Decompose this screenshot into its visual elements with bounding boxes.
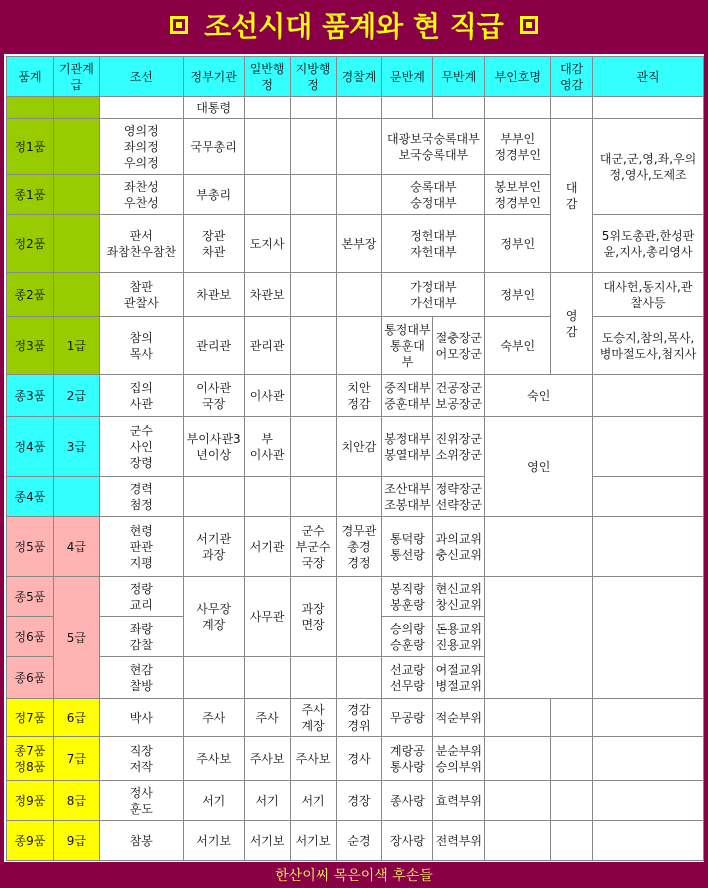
gov-cell: 국무총리 — [183, 119, 244, 175]
post-cell — [593, 517, 704, 577]
wife-cell: 정부인 — [485, 273, 551, 317]
level-cell: 1급 — [53, 317, 99, 375]
gov-cell: 관리관 — [183, 317, 244, 375]
gov-cell: 주사 — [183, 699, 244, 737]
military-cell — [433, 97, 485, 119]
local-cell: 서기 — [290, 781, 336, 821]
footer-caption: 한산이씨 목은이색 후손들 — [275, 868, 433, 884]
civil-cell: 선교랑 선무랑 — [382, 657, 433, 699]
civil-cell: 장사랑 — [382, 821, 433, 861]
military-cell: 돈용교위 진용교위 — [433, 617, 485, 657]
local-cell — [290, 375, 336, 417]
civil-cell: 계랑공 통사랑 — [382, 737, 433, 781]
admin-cell — [244, 97, 290, 119]
header-cell: 관직 — [593, 57, 704, 97]
rank-cell: 정3품 — [7, 317, 54, 375]
wife-cell — [485, 577, 593, 699]
daegam-cell — [551, 821, 593, 861]
level-cell — [53, 273, 99, 317]
level-cell — [53, 175, 99, 215]
rank-cell: 종2품 — [7, 273, 54, 317]
admin-cell: 부 이사관 — [244, 417, 290, 477]
rank-cell: 정2품 — [7, 215, 54, 273]
civil-cell: 중직대부 중훈대부 — [382, 375, 433, 417]
header-cell: 경찰계 — [336, 57, 382, 97]
police-cell: 치안 정감 — [336, 375, 382, 417]
civil-cell: 통덕랑 통선랑 — [382, 517, 433, 577]
local-cell — [290, 119, 336, 175]
joseon-cell: 현감 찰방 — [99, 657, 183, 699]
daegam-cell — [551, 781, 593, 821]
gov-cell: 대통령 — [183, 97, 244, 119]
wife-cell — [485, 97, 551, 119]
rank-cell: 정6품 — [7, 617, 54, 657]
local-cell — [290, 657, 336, 699]
rank-cell: 정1품 — [7, 119, 54, 175]
table-row — [7, 417, 704, 477]
police-cell: 경무관 총경 경정 — [336, 517, 382, 577]
local-cell — [290, 175, 336, 215]
admin-cell: 관리관 — [244, 317, 290, 375]
rank-cell: 종1품 — [7, 175, 54, 215]
admin-cell: 이사관 — [244, 375, 290, 417]
rank-cell: 정7품 — [7, 699, 54, 737]
joseon-cell: 참판 관찰사 — [99, 273, 183, 317]
military-cell: 진위장군 소위장군 — [433, 417, 485, 477]
police-cell: 순경 — [336, 821, 382, 861]
rank-cell: 종7품 정8품 — [7, 737, 54, 781]
wife-cell: 숙인 — [485, 375, 593, 417]
gov-cell: 장관 차관 — [183, 215, 244, 273]
admin-cell — [244, 119, 290, 175]
admin-cell: 주사 — [244, 699, 290, 737]
joseon-cell: 참의 목사 — [99, 317, 183, 375]
wife-cell: 봉보부인 정경부인 — [485, 175, 551, 215]
local-cell — [290, 97, 336, 119]
military-cell: 적순부위 — [433, 699, 485, 737]
local-cell — [290, 477, 336, 517]
header-cell: 기관계 급 — [53, 57, 99, 97]
header-cell: 품계 — [7, 57, 54, 97]
local-cell: 주사보 — [290, 737, 336, 781]
local-cell: 군수 부군수 국장 — [290, 517, 336, 577]
rank-cell: 정9품 — [7, 781, 54, 821]
civil-cell — [382, 97, 433, 119]
gov-cell: 서기 — [183, 781, 244, 821]
admin-cell — [244, 175, 290, 215]
gov-cell: 부총리 — [183, 175, 244, 215]
police-cell — [336, 97, 382, 119]
table-panel — [4, 54, 704, 862]
rank-table — [6, 56, 704, 861]
post-cell — [593, 375, 704, 417]
civil-cell: 봉정대부 봉열대부 — [382, 417, 433, 477]
military-cell: 여절교위 병절교위 — [433, 657, 485, 699]
police-cell — [336, 119, 382, 175]
post-cell: 대군,군,영,좌,우의 정,영사,도제조 — [593, 119, 704, 215]
admin-cell: 도지사 — [244, 215, 290, 273]
level-cell: 3급 — [53, 417, 99, 477]
gov-cell: 차관보 — [183, 273, 244, 317]
civil-cell: 정헌대부 자헌대부 — [382, 215, 485, 273]
wife-cell: 숙부인 — [485, 317, 551, 375]
military-cell: 절충장군 어모장군 — [433, 317, 485, 375]
military-cell: 전력부위 — [433, 821, 485, 861]
joseon-cell: 영의정 좌의정 우의정 — [99, 119, 183, 175]
table-row — [7, 517, 704, 577]
military-cell: 건공장군 보공장군 — [433, 375, 485, 417]
square-icon — [170, 16, 188, 34]
civil-cell: 대광보국숭록대부 보국숭록대부 — [382, 119, 485, 175]
rank-cell: 종3품 — [7, 375, 54, 417]
police-cell: 본부장 — [336, 215, 382, 273]
rank-cell — [7, 97, 54, 119]
admin-cell: 주사보 — [244, 737, 290, 781]
gov-cell: 이사관 국장 — [183, 375, 244, 417]
daegam-cell — [551, 737, 593, 781]
police-cell: 경장 — [336, 781, 382, 821]
police-cell — [336, 657, 382, 699]
level-cell — [53, 477, 99, 517]
table-row — [7, 821, 704, 861]
police-cell — [336, 577, 382, 657]
gov-cell: 부이사관3 년이상 — [183, 417, 244, 477]
gov-cell: 사무장 계장 — [183, 577, 244, 657]
header-cell: 문반계 — [382, 57, 433, 97]
joseon-cell: 좌찬성 우찬성 — [99, 175, 183, 215]
local-cell — [290, 317, 336, 375]
daegam-cell — [551, 699, 593, 737]
admin-cell: 서기보 — [244, 821, 290, 861]
admin-cell: 사무관 — [244, 577, 290, 657]
joseon-cell: 집의 사관 — [99, 375, 183, 417]
military-cell: 현신교위 창신교위 — [433, 577, 485, 617]
header-cell: 무반계 — [433, 57, 485, 97]
daegam-cell: 영 감 — [551, 273, 593, 375]
admin-cell — [244, 477, 290, 517]
civil-cell: 무공랑 — [382, 699, 433, 737]
civil-cell: 통정대부 통훈대 부 — [382, 317, 433, 375]
civil-cell: 숭록대부 숭정대부 — [382, 175, 485, 215]
rank-cell: 정5품 — [7, 517, 54, 577]
gov-cell — [183, 657, 244, 699]
police-cell — [336, 477, 382, 517]
square-icon — [520, 16, 538, 34]
local-cell: 과장 면장 — [290, 577, 336, 657]
wife-cell — [485, 699, 551, 737]
rank-cell: 정4품 — [7, 417, 54, 477]
post-cell — [593, 781, 704, 821]
gov-cell — [183, 477, 244, 517]
rank-cell: 종4품 — [7, 477, 54, 517]
table-row — [7, 477, 704, 517]
post-cell: 대사헌,동지사,관 찰사등 — [593, 273, 704, 317]
table-row — [7, 215, 704, 273]
post-cell — [593, 417, 704, 477]
post-cell: 도승지,참의,목사, 병마절도사,첨지사 — [593, 317, 704, 375]
level-cell — [53, 215, 99, 273]
joseon-cell: 경력 첨정 — [99, 477, 183, 517]
joseon-cell: 직장 저작 — [99, 737, 183, 781]
post-cell — [593, 737, 704, 781]
joseon-cell: 참봉 — [99, 821, 183, 861]
local-cell: 서기보 — [290, 821, 336, 861]
police-cell — [336, 273, 382, 317]
level-cell: 6급 — [53, 699, 99, 737]
table-row — [7, 699, 704, 737]
local-cell — [290, 273, 336, 317]
local-cell — [290, 417, 336, 477]
table-row — [7, 577, 704, 617]
military-cell: 과의교위 충신교위 — [433, 517, 485, 577]
military-cell: 분순부위 승의부위 — [433, 737, 485, 781]
table-row — [7, 375, 704, 417]
joseon-cell: 판서 좌참찬우참찬 — [99, 215, 183, 273]
wife-cell — [485, 821, 551, 861]
level-cell: 7급 — [53, 737, 99, 781]
header-cell: 대감 영감 — [551, 57, 593, 97]
admin-cell — [244, 657, 290, 699]
post-cell — [593, 699, 704, 737]
civil-cell: 가정대부 가선대부 — [382, 273, 485, 317]
header-cell: 부인호명 — [485, 57, 551, 97]
rank-cell: 종5품 — [7, 577, 54, 617]
joseon-cell: 군수 사인 장령 — [99, 417, 183, 477]
gov-cell: 서기보 — [183, 821, 244, 861]
table-row — [7, 273, 704, 317]
police-cell — [336, 317, 382, 375]
wife-cell: 부부인 정경부인 — [485, 119, 551, 175]
military-cell: 정략장군 선략장군 — [433, 477, 485, 517]
table-row — [7, 781, 704, 821]
table-row — [7, 317, 704, 375]
police-cell: 경감 경위 — [336, 699, 382, 737]
wife-cell: 정부인 — [485, 215, 551, 273]
military-cell: 효력부위 — [433, 781, 485, 821]
level-cell: 4급 — [53, 517, 99, 577]
header-cell: 정부기관 — [183, 57, 244, 97]
header-cell: 지방행 정 — [290, 57, 336, 97]
daegam-cell — [551, 97, 593, 119]
civil-cell: 종사랑 — [382, 781, 433, 821]
table-row — [7, 97, 704, 119]
police-cell — [336, 175, 382, 215]
wife-cell — [485, 781, 551, 821]
level-cell: 5급 — [53, 577, 99, 699]
page-title — [0, 0, 708, 50]
local-cell — [290, 215, 336, 273]
joseon-cell — [99, 97, 183, 119]
police-cell: 경사 — [336, 737, 382, 781]
header-cell: 조선 — [99, 57, 183, 97]
admin-cell: 서기관 — [244, 517, 290, 577]
civil-cell: 승의랑 승훈랑 — [382, 617, 433, 657]
level-cell: 9급 — [53, 821, 99, 861]
daegam-cell: 대 감 — [551, 119, 593, 273]
title-text: 조선시대 품계와 현 직급 — [204, 10, 504, 43]
joseon-cell: 정랑 교리 — [99, 577, 183, 617]
level-cell — [53, 97, 99, 119]
gov-cell: 주사보 — [183, 737, 244, 781]
table-row — [7, 737, 704, 781]
joseon-cell: 현령 판관 지평 — [99, 517, 183, 577]
post-cell: 5위도총관,한성판 윤,지사,총리영사 — [593, 215, 704, 273]
rank-cell: 종9품 — [7, 821, 54, 861]
admin-cell: 서기 — [244, 781, 290, 821]
level-cell — [53, 119, 99, 175]
joseon-cell: 정사 훈도 — [99, 781, 183, 821]
joseon-cell: 좌랑 감찰 — [99, 617, 183, 657]
wife-cell — [485, 737, 551, 781]
civil-cell: 봉직랑 봉훈랑 — [382, 577, 433, 617]
police-cell: 치안감 — [336, 417, 382, 477]
wife-cell — [485, 517, 593, 577]
civil-cell: 조산대부 조봉대부 — [382, 477, 433, 517]
joseon-cell: 박사 — [99, 699, 183, 737]
level-cell: 2급 — [53, 375, 99, 417]
gov-cell: 서기관 과장 — [183, 517, 244, 577]
post-cell — [593, 821, 704, 861]
rank-cell: 종6품 — [7, 657, 54, 699]
post-cell — [593, 577, 704, 699]
header-cell: 일반행 정 — [244, 57, 290, 97]
admin-cell: 차관보 — [244, 273, 290, 317]
level-cell: 8급 — [53, 781, 99, 821]
wife-cell: 영인 — [485, 417, 593, 517]
post-cell — [593, 97, 704, 119]
table-row — [7, 119, 704, 175]
header-row — [7, 57, 704, 97]
post-cell — [593, 477, 704, 517]
local-cell: 주사 계장 — [290, 699, 336, 737]
